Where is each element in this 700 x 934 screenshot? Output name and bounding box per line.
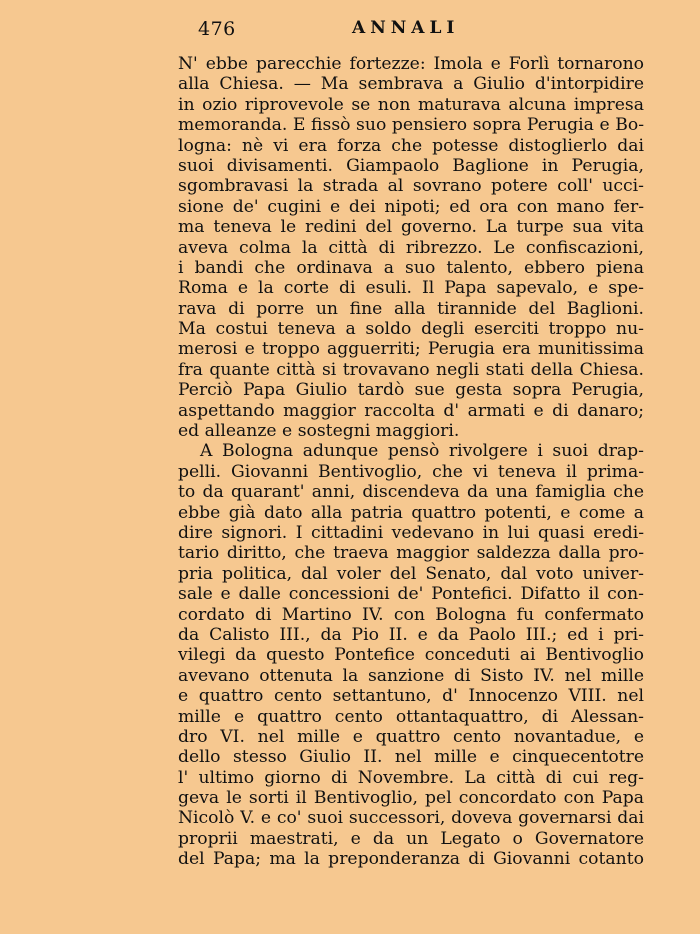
- text-line: dello stesso Giulio II. nel mille e cinquecentotre: [178, 747, 644, 768]
- text-line: Ma costui teneva a soldo degli eserciti troppo nu-: [178, 319, 644, 340]
- text-line: Perciò Papa Giulio tardò sue gesta sopra Perugia,: [178, 380, 644, 401]
- text-line: alla Chiesa. — Ma sembrava a Giulio d'intorpidire: [178, 74, 644, 95]
- text-line: fra quante città si trovavano negli stati della Chiesa.: [178, 359, 644, 380]
- text-line: N' ebbe parecchie fortezze: Imola e Forlì tornarono: [178, 54, 644, 74]
- text-line: da Calisto III., da Pio II. e da Paolo III.; ed i pri-: [178, 624, 644, 645]
- paragraph-start-line: A Bologna adunque pensò rivolgere i suoi drap-: [200, 441, 644, 462]
- text-line: logna: nè vi era forza che potesse distoglierlo dai: [178, 135, 644, 156]
- text-line: l' ultimo giorno di Novembre. La città di cui reg-: [178, 767, 644, 788]
- text-line: e quattro cento settantuno, d' Innocenzo VIII. nel: [178, 686, 644, 707]
- text-line: mille e quattro cento ottantaquattro, di Alessan-: [178, 706, 644, 727]
- text-line: ma teneva le redini del governo. La turpe sua vita: [178, 217, 644, 238]
- text-line: avevano ottenuta la sanzione di Sisto IV. nel mille: [178, 665, 644, 686]
- running-title: ANNALI: [352, 18, 460, 38]
- page-header: [0, 14, 700, 48]
- body-text: [178, 54, 644, 870]
- text-line: sgombravasi la strada al sovrano potere coll' ucci-: [178, 176, 644, 197]
- paragraph-end-line: ed alleanze e sostegni maggiori.: [178, 421, 460, 442]
- text-line: tario diritto, che traeva maggior saldezza dalla pro-: [178, 543, 644, 564]
- text-line: suoi divisamenti. Giampaolo Baglione in Perugia,: [178, 155, 644, 176]
- text-line: dro VI. nel mille e quattro cento novantadue, e: [178, 726, 644, 747]
- text-line: merosi e troppo agguerriti; Perugia era munitissima: [178, 339, 644, 360]
- text-line: rava di porre un fine alla tirannide del Baglioni.: [178, 298, 644, 319]
- text-line: Roma e la corte di esuli. Il Papa sapevalo, e spe-: [178, 278, 644, 299]
- text-line: memoranda. E fissò suo pensiero sopra Perugia e Bo-: [178, 115, 644, 136]
- text-line: dire signori. I cittadini vedevano in lui quasi eredi-: [178, 522, 644, 543]
- text-line: del Papa; ma la preponderanza di Giovanni cotanto: [178, 849, 644, 870]
- text-line: pria politica, dal voler del Senato, dal voto univer-: [178, 563, 644, 584]
- text-line: cordato di Martino IV. con Bologna fu confermato: [178, 604, 644, 625]
- text-line: to da quarant' anni, discendeva da una famiglia che: [178, 482, 644, 503]
- text-line: ebbe già dato alla patria quattro potenti, e come a: [178, 502, 644, 523]
- text-line: geva le sorti il Bentivoglio, pel concordato con Papa: [178, 788, 644, 809]
- text-line: Nicolò V. e co' suoi successori, doveva governarsi dai: [178, 808, 644, 829]
- text-line: proprii maestrati, e da un Legato o Governatore: [178, 828, 644, 849]
- text-line: pelli. Giovanni Bentivoglio, che vi teneva il prima-: [178, 461, 644, 482]
- text-line: sale e dalle concessioni de' Pontefici. Difatto il con-: [178, 584, 644, 605]
- text-line: aveva colma la città di ribrezzo. Le confiscazioni,: [178, 237, 644, 258]
- text-line: aspettando maggior raccolta d' armati e di danaro;: [178, 400, 644, 421]
- text-line: vilegi da questo Pontefice conceduti ai Bentivoglio: [178, 645, 644, 666]
- text-line: i bandi che ordinava a suo talento, ebbero piena: [178, 257, 644, 278]
- text-line: sione de' cugini e dei nipoti; ed ora con mano fer-: [178, 196, 644, 217]
- text-line: in ozio riprovevole se non maturava alcuna impresa: [178, 94, 644, 115]
- page-number: 476: [198, 18, 236, 40]
